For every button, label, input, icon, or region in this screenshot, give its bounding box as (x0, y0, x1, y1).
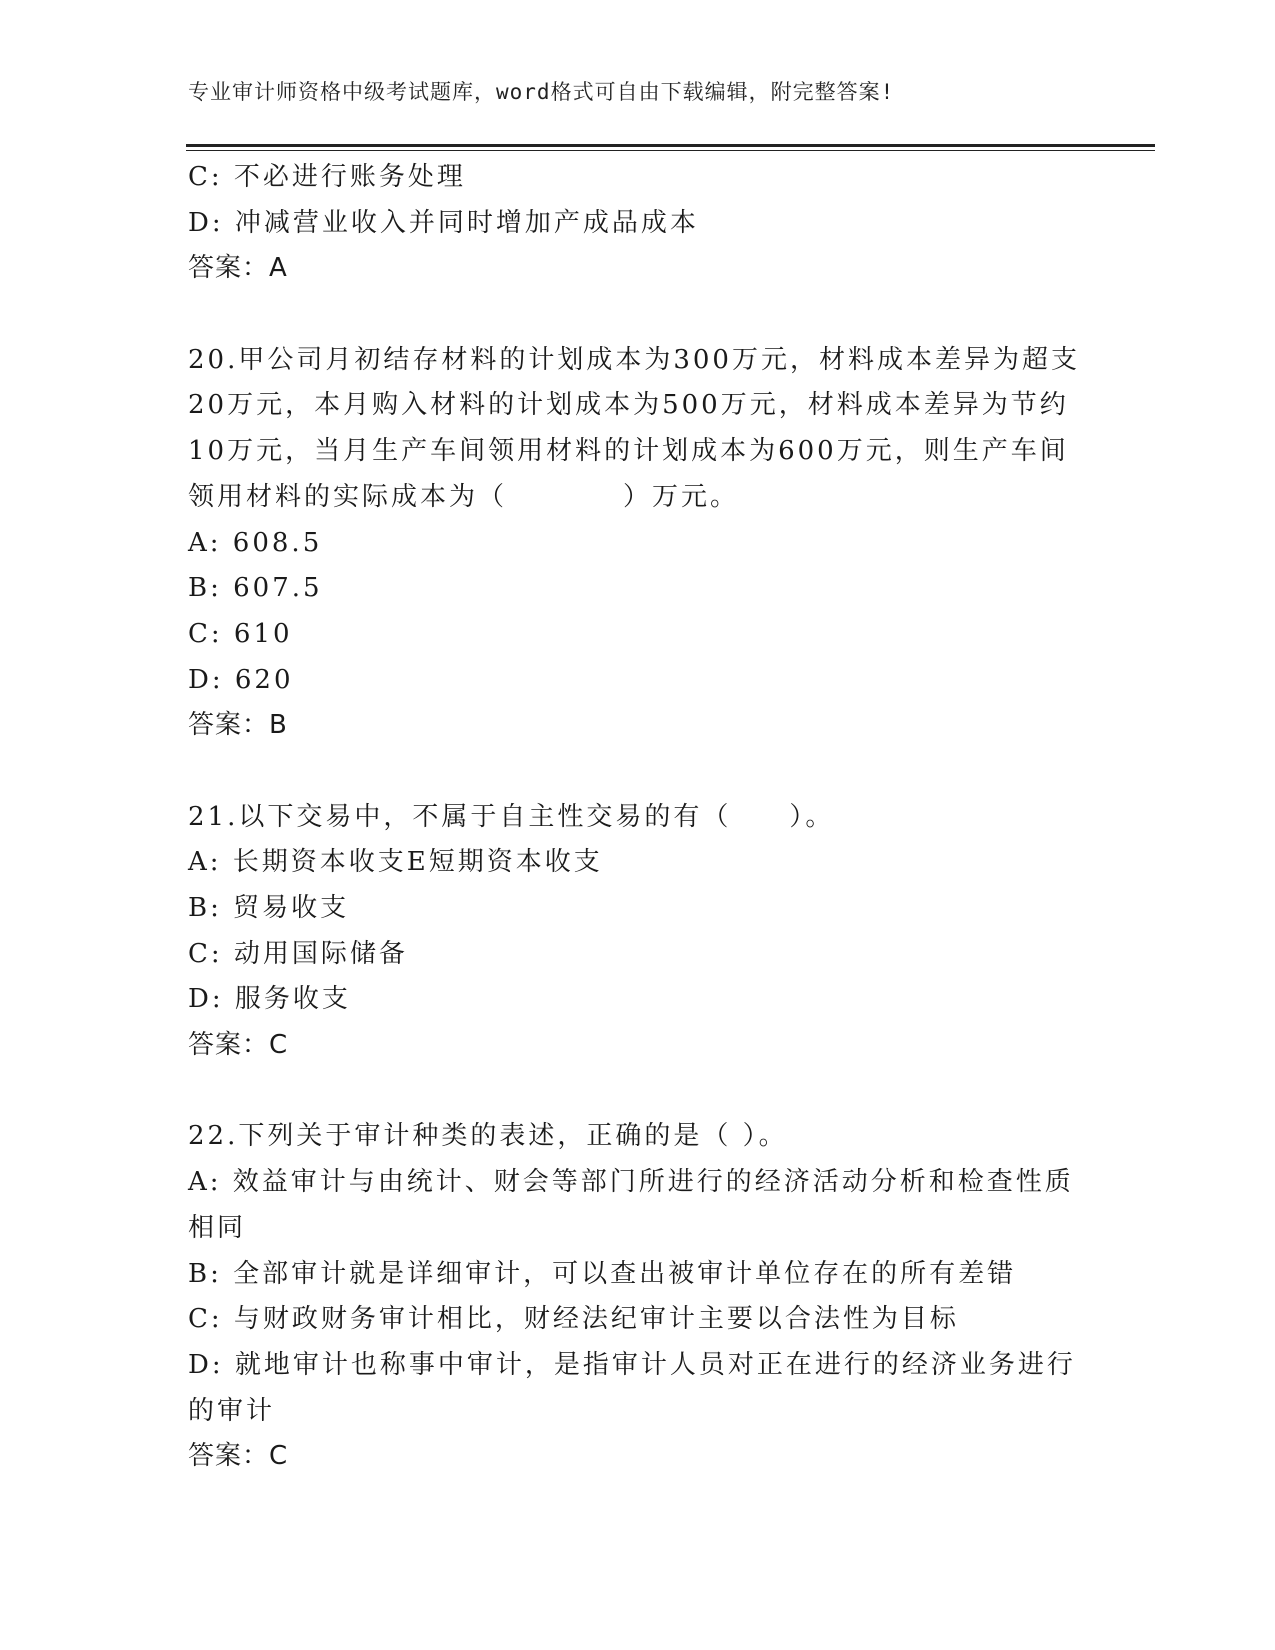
option-b: B: 全部审计就是详细审计，可以查出被审计单位存在的所有差错 (188, 1258, 1017, 1289)
option-b: B: 贸易收支 (188, 893, 350, 923)
option-d-continued: 的审计 (188, 1395, 276, 1426)
question-20 (188, 338, 1088, 749)
spacer (188, 292, 1088, 338)
question-stem: 20万元，本月购入材料的计划成本为500万元，材料成本差异为节约 (188, 390, 1069, 421)
spacer (188, 749, 1088, 795)
option-d: D: 620 (188, 664, 294, 695)
question-list (188, 155, 1088, 1480)
question-22 (188, 1114, 1088, 1480)
question-19-tail (188, 155, 1088, 292)
header-title: 专业审计师资格中级考试题库，word格式可自由下载编辑，附完整答案! (188, 80, 895, 104)
option-c: C: 与财政财务审计相比，财经法纪审计主要以合法性为目标 (188, 1304, 959, 1335)
answer: 答案：C (188, 1030, 289, 1061)
option-d: D: 就地审计也称事中审计，是指审计人员对正在进行的经济业务进行 (188, 1349, 1076, 1380)
question-21 (188, 795, 1088, 1069)
header-divider-thick (186, 144, 1155, 147)
header-divider-thin (186, 150, 1155, 151)
spacer (188, 1069, 1088, 1115)
option-b: B: 607.5 (188, 573, 323, 604)
option-c: C: 610 (188, 618, 293, 649)
question-stem: 20.甲公司月初结存材料的计划成本为300万元，材料成本差异为超支 (188, 344, 1080, 375)
question-stem: 领用材料的实际成本为（ ）万元。 (188, 481, 740, 512)
answer: 答案：A (188, 253, 288, 284)
option-c: C: 动用国际储备 (188, 938, 408, 969)
option-a: A: 长期资本收支E短期资本收支 (188, 847, 603, 878)
question-stem: 22.下列关于审计种类的表述，正确的是（ ）。 (188, 1121, 788, 1152)
option-a-continued: 相同 (188, 1212, 247, 1243)
option-a: A: 608.5 (188, 527, 323, 558)
question-stem: 10万元，当月生产车间领用材料的计划成本为600万元，则生产车间 (188, 436, 1069, 467)
answer: 答案：C (188, 1441, 289, 1472)
option-d: D: 服务收支 (188, 984, 351, 1015)
option-d: D: 冲减营业收入并同时增加产成品成本 (188, 207, 699, 238)
question-stem: 21.以下交易中，不属于自主性交易的有（ ）。 (188, 801, 835, 832)
option-c: C: 不必进行账务处理 (188, 162, 466, 192)
option-a: A: 效益审计与由统计、财会等部门所进行的经济活动分析和检查性质 (188, 1167, 1074, 1198)
answer: 答案：B (188, 710, 288, 741)
